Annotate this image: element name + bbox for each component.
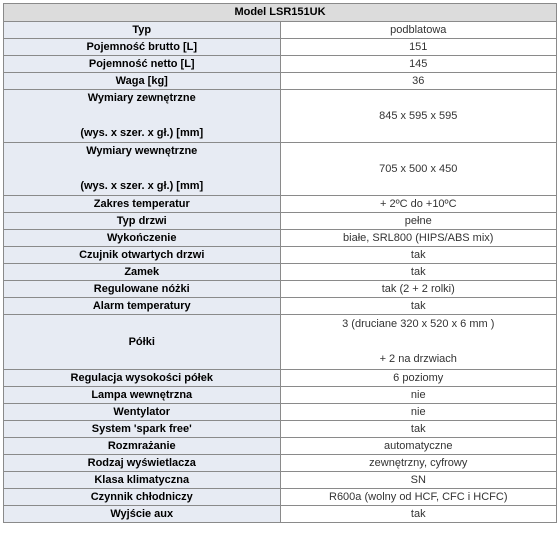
table-row	[4, 404, 557, 421]
row-label: System 'spark free'	[4, 421, 281, 438]
row-value-line1: 3 (druciane 320 x 520 x 6 mm )	[342, 318, 495, 330]
row-label-line2: (wys. x szer. x gł.) [mm]	[80, 127, 204, 139]
row-label: Wyjście aux	[4, 506, 281, 523]
row-value: tak	[280, 247, 557, 264]
row-label: Zakres temperatur	[4, 196, 281, 213]
row-label: Wentylator	[4, 404, 281, 421]
row-value: SN	[280, 472, 557, 489]
row-label: Rozmrażanie	[4, 438, 281, 455]
table-row	[4, 489, 557, 506]
row-value: tak	[280, 421, 557, 438]
row-value: R600a (wolny od HCF, CFC i HCFC)	[280, 489, 557, 506]
table-row	[4, 73, 557, 90]
row-label: Wykończenie	[4, 230, 281, 247]
row-value: + 2ºC do +10ºC	[280, 196, 557, 213]
row-label: Waga [kg]	[4, 73, 281, 90]
table-row	[4, 90, 557, 143]
row-value: tak	[280, 264, 557, 281]
table-row	[4, 247, 557, 264]
row-value: 6 poziomy	[280, 370, 557, 387]
row-label: Typ drzwi	[4, 213, 281, 230]
row-value	[280, 315, 557, 370]
table-header-row	[4, 4, 557, 22]
row-value: 145	[280, 56, 557, 73]
row-value: białe, SRL800 (HIPS/ABS mix)	[280, 230, 557, 247]
spec-table	[3, 3, 557, 523]
row-value: nie	[280, 404, 557, 421]
table-row	[4, 143, 557, 196]
table-row	[4, 438, 557, 455]
row-value: zewnętrzny, cyfrowy	[280, 455, 557, 472]
row-label: Alarm temperatury	[4, 298, 281, 315]
row-label: Rodzaj wyświetlacza	[4, 455, 281, 472]
row-label: Półki	[4, 315, 281, 370]
table-row	[4, 56, 557, 73]
row-label: Pojemność netto [L]	[4, 56, 281, 73]
table-row	[4, 506, 557, 523]
row-value: tak (2 + 2 rolki)	[280, 281, 557, 298]
row-label: Zamek	[4, 264, 281, 281]
row-label-line2: (wys. x szer. x gł.) [mm]	[80, 180, 204, 192]
row-label-line1: Wymiary wewnętrzne	[86, 145, 198, 157]
table-title: Model LSR151UK	[4, 4, 557, 22]
table-row	[4, 196, 557, 213]
table-row	[4, 472, 557, 489]
table-row	[4, 22, 557, 39]
row-value: tak	[280, 298, 557, 315]
row-label: Klasa klimatyczna	[4, 472, 281, 489]
row-value: podblatowa	[280, 22, 557, 39]
row-value: 705 x 500 x 450	[280, 143, 557, 196]
row-label: Regulacja wysokości półek	[4, 370, 281, 387]
row-label	[4, 90, 281, 143]
row-label: Regulowane nóżki	[4, 281, 281, 298]
row-label: Typ	[4, 22, 281, 39]
row-label: Czujnik otwartych drzwi	[4, 247, 281, 264]
table-row	[4, 230, 557, 247]
row-label: Pojemność brutto [L]	[4, 39, 281, 56]
table-row	[4, 213, 557, 230]
table-row	[4, 264, 557, 281]
table-row	[4, 421, 557, 438]
row-value: 845 x 595 x 595	[280, 90, 557, 143]
row-label-line1: Wymiary zewnętrzne	[87, 92, 196, 104]
row-label: Lampa wewnętrzna	[4, 387, 281, 404]
row-label	[4, 143, 281, 196]
row-label: Czynnik chłodniczy	[4, 489, 281, 506]
row-value: tak	[280, 506, 557, 523]
table-row	[4, 298, 557, 315]
row-value: nie	[280, 387, 557, 404]
row-value: 151	[280, 39, 557, 56]
table-row	[4, 39, 557, 56]
row-value: automatyczne	[280, 438, 557, 455]
table-row	[4, 370, 557, 387]
row-value-line2: + 2 na drzwiach	[379, 353, 457, 365]
table-row	[4, 387, 557, 404]
table-row	[4, 315, 557, 370]
row-value: pełne	[280, 213, 557, 230]
row-value: 36	[280, 73, 557, 90]
table-row	[4, 281, 557, 298]
table-row	[4, 455, 557, 472]
